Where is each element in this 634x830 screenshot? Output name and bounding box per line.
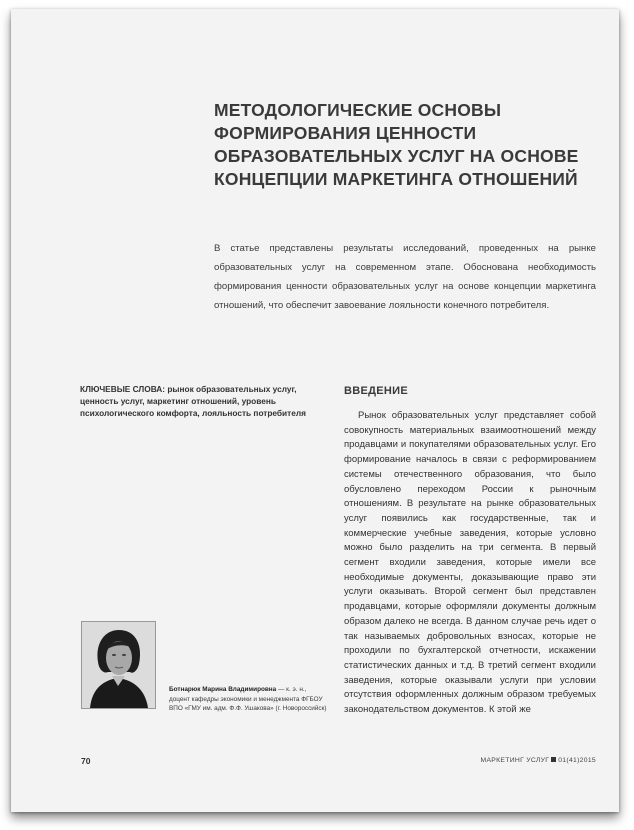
author-photo xyxy=(81,621,156,709)
article-body: Рынок образовательных услуг представляет собой совокупность материальных взаимоотношений между продавцами и покупателями образовательных услуг. Его формирование началось в связи с реформированием системы отечественного образования, что было обусловлено переходом России к рыночным отношениям. В результате на рынке образовательных услуг появились как государственные, так и коммерческие учебные заведения, которые условно можно было разделить на три сегмента. В первый сегмент входили заведения, которые имели все необходимые документы, доказывающие право эти услуги оказывать. Второй сегмент был представлен продавцами, которые оформляли документы должным образом далеко не всегда. В данном случае речь идет о так называемых добровольных взносах, которые не проходили по бухгалтерской отчетности, искажении статистических данных и т.д. В третий сегмент входили заведения, которые оказывали услуги при условии отсутствия оформленных должным образом требуемых законодательством документов. К этой же xyxy=(344,410,596,716)
author-info xyxy=(169,685,329,714)
author-name: Ботнарюк Марина Владимировна xyxy=(169,686,277,693)
author-portrait-image xyxy=(82,622,155,708)
section-heading-introduction: ВВЕДЕНИЕ xyxy=(344,385,408,397)
journal-name: МАРКЕТИНГ УСЛУГ xyxy=(480,757,550,764)
keywords-text: рынок образовательных услуг, ценность услуг, маркетинг отношений, уровень психологического комфорта, лояльность потребителя xyxy=(80,384,306,418)
issue-number: 01(41)2015 xyxy=(558,757,596,764)
keywords-block xyxy=(80,383,332,419)
author-details: — к. э. н., доцент кафедры экономики и менеджмента ФГБОУ ВПО «ГМУ им. адм. Ф.Ф. Ушакова» (г. Новороссийск) xyxy=(169,686,327,712)
article-abstract: В статье представлены результаты исследований, проведенных на рынке образовательных услуг на современном этапе. Обоснована необходимость формирования ценности образовательных услуг на основе концепции маркетинга отношений, что обеспечит завоевание лояльности конечного потребителя. xyxy=(214,243,596,311)
running-footer xyxy=(481,757,596,764)
keywords-label: КЛЮЧЕВЫЕ СЛОВА: xyxy=(80,384,166,394)
square-separator-icon xyxy=(551,757,556,762)
journal-page xyxy=(11,9,619,812)
page-number: 70 xyxy=(81,756,91,766)
article-title: МЕТОДОЛОГИЧЕСКИЕ ОСНОВЫ ФОРМИРОВАНИЯ ЦЕННОСТИ ОБРАЗОВАТЕЛЬНЫХ УСЛУГ НА ОСНОВЕ КОНЦЕПЦИИ МАРКЕТИНГА ОТНОШЕНИЙ xyxy=(214,100,579,189)
